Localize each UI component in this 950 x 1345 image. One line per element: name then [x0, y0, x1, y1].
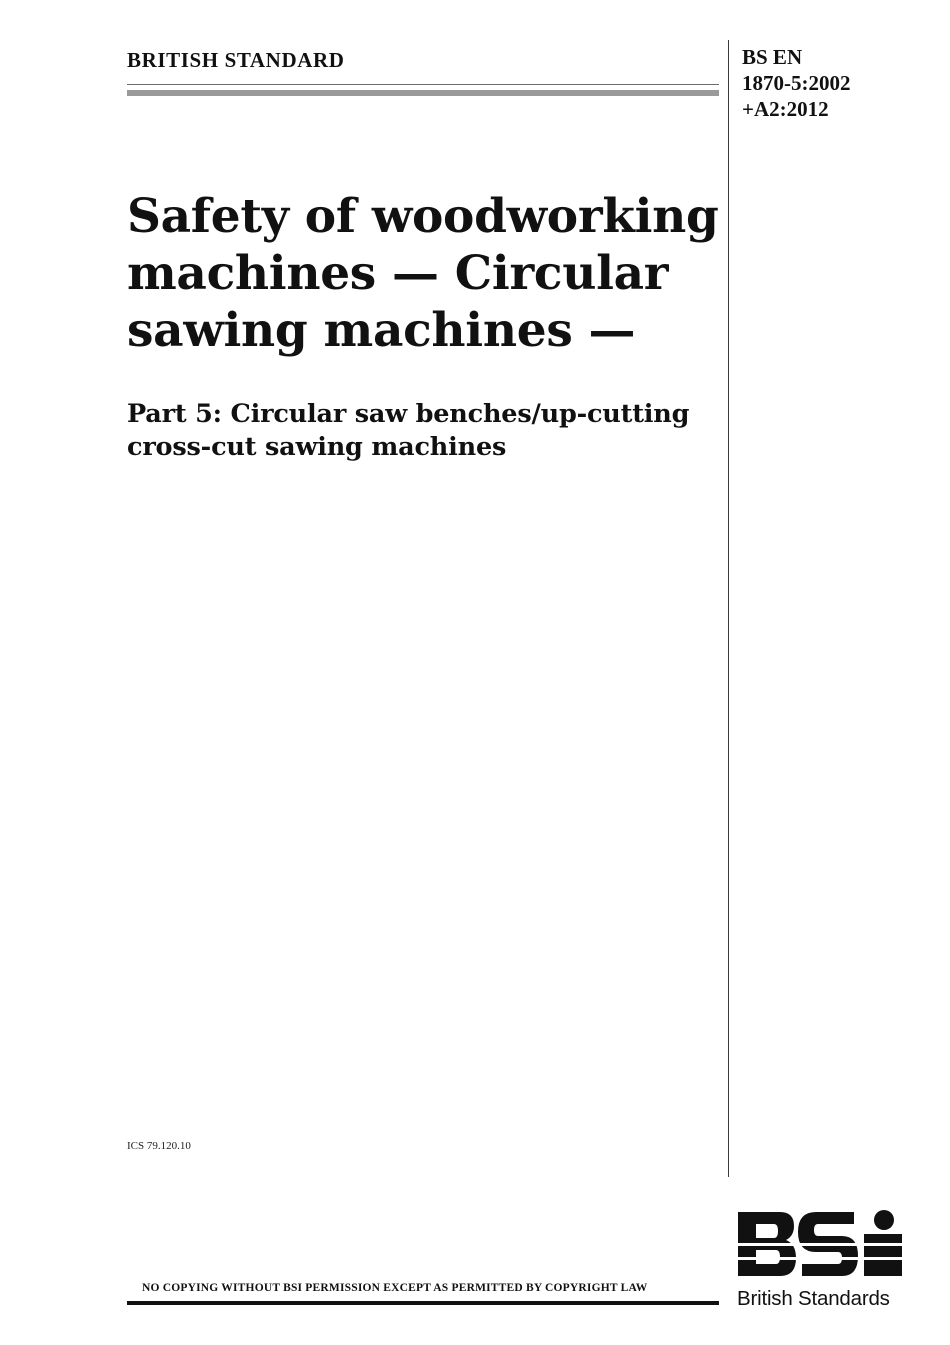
vertical-divider	[728, 40, 729, 1177]
bsi-logo-mark	[736, 1208, 906, 1280]
part-title-line: cross-cut sawing machines	[127, 432, 507, 462]
standard-number-line: 1870-5:2002	[742, 71, 851, 95]
bsi-logo-caption: British Standards	[737, 1287, 890, 1310]
document-type-label: BRITISH STANDARD	[127, 48, 345, 72]
main-title-line: Safety of woodworking	[127, 189, 719, 244]
header-thick-rule	[127, 90, 719, 96]
copyright-notice: NO COPYING WITHOUT BSI PERMISSION EXCEPT AS PERMITTED BY COPYRIGHT LAW	[142, 1282, 648, 1294]
standard-number	[742, 44, 851, 122]
part-title	[127, 398, 727, 464]
main-title	[127, 188, 727, 359]
main-title-line: sawing machines —	[127, 303, 636, 358]
part-title-line: Part 5: Circular saw benches/up-cutting	[127, 399, 690, 429]
bsi-logo	[736, 1208, 908, 1318]
main-title-line: machines — Circular	[127, 246, 669, 301]
standard-number-line: +A2:2012	[742, 97, 829, 121]
footer-rule	[127, 1301, 719, 1305]
header-thin-rule	[127, 84, 719, 85]
ics-code: ICS 79.120.10	[127, 1140, 191, 1152]
standard-number-line: BS EN	[742, 45, 803, 69]
